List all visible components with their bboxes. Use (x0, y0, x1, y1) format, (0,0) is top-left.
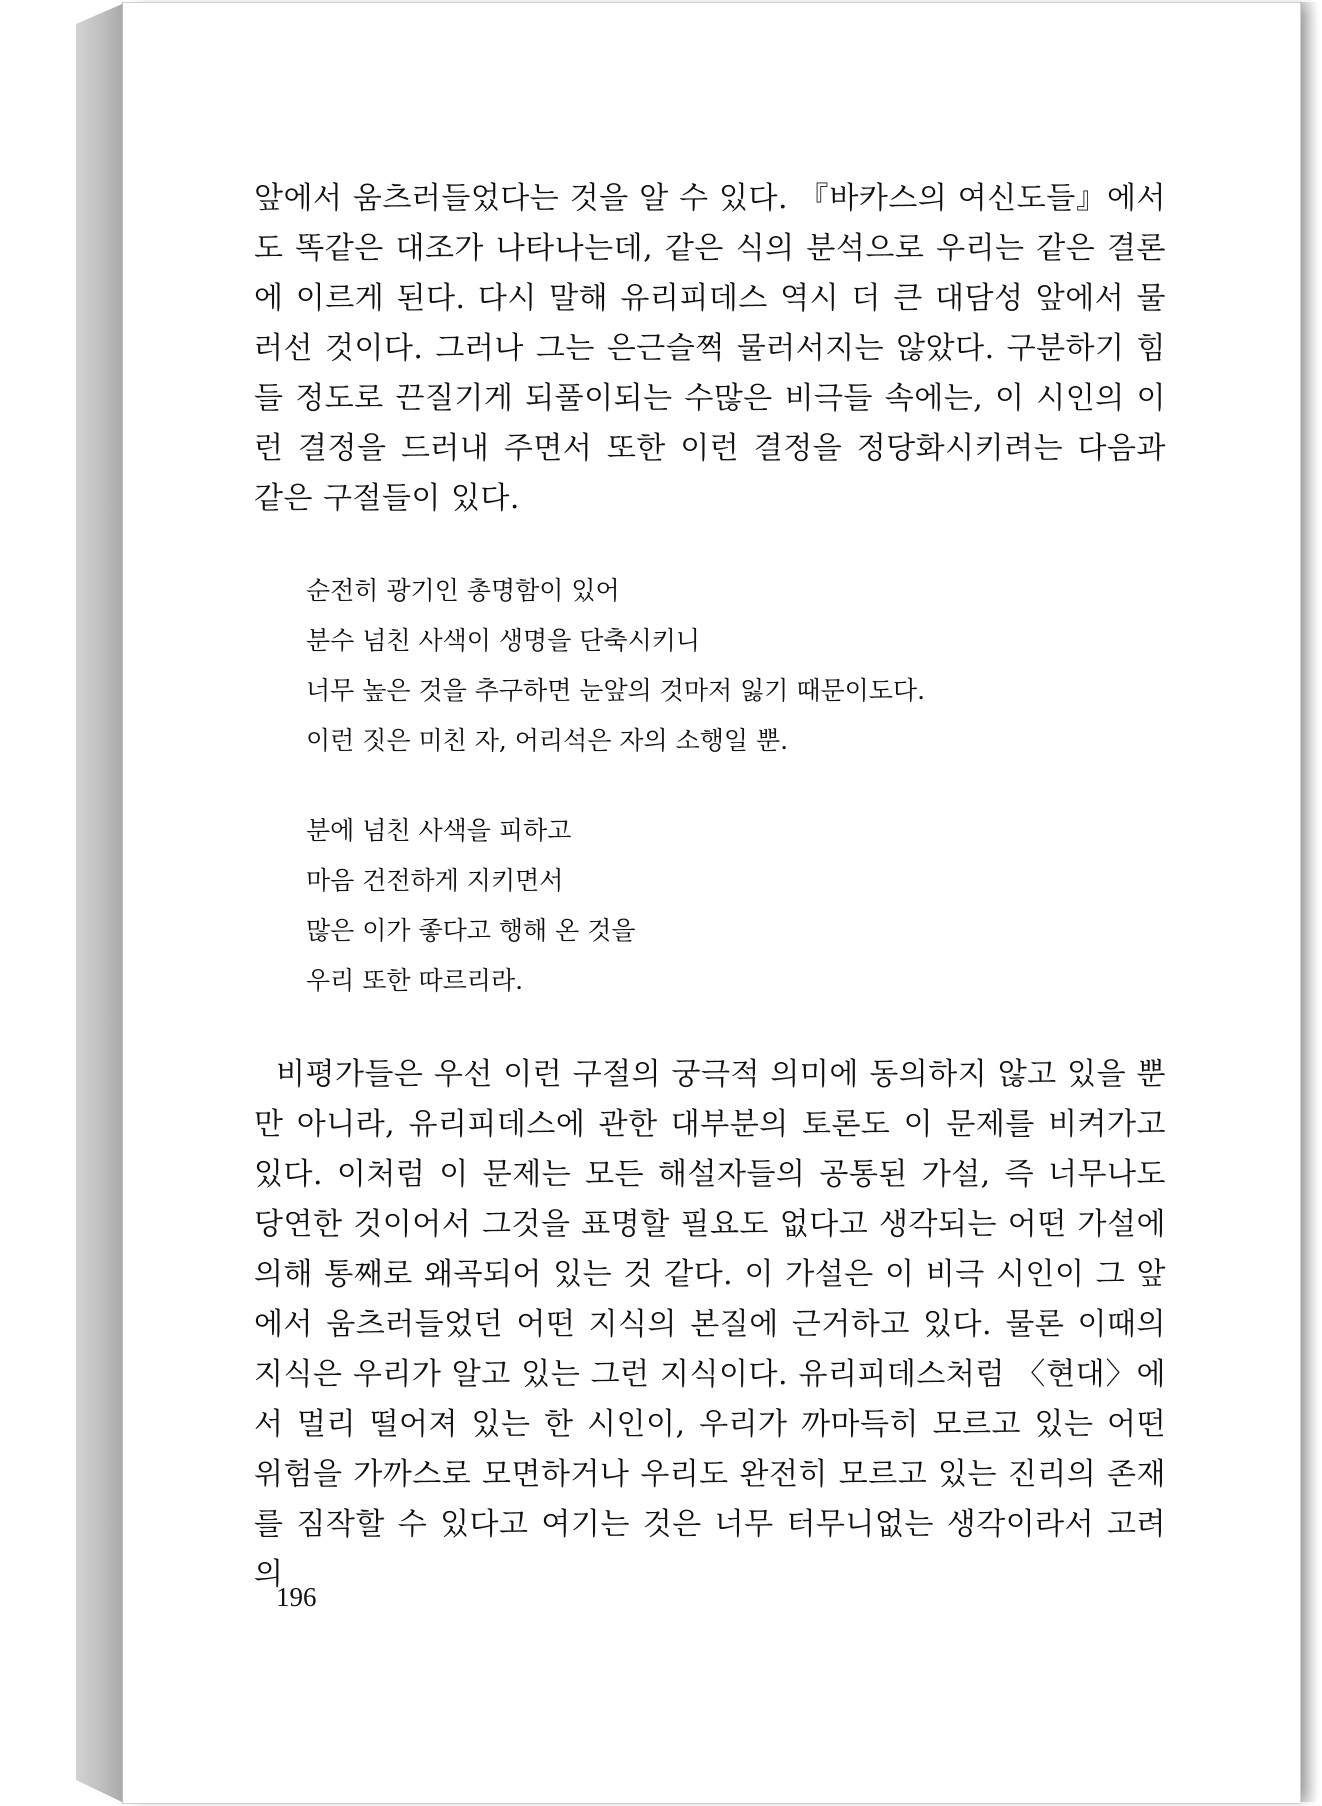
page-number: 196 (276, 1582, 317, 1612)
verse-line: 마음 건전하게 지키면서 (306, 866, 564, 895)
verse-line: 많은 이가 좋다고 행해 온 것을 (306, 916, 636, 945)
book-spine (76, 4, 122, 1802)
verse-stanza-1 (306, 566, 925, 766)
page-edge-shadow (1300, 2, 1318, 1802)
verse-line: 순전히 광기인 총명함이 있어 (306, 576, 620, 605)
verse-line: 우리 또한 따르리라. (306, 966, 524, 995)
paragraph-1: 앞에서 움츠러들었다는 것을 알 수 있다. 『바카스의 여신도들』에서도 똑같은 대조가 나타나는데, 같은 식의 분석으로 우리는 같은 결론에 이르게 된다. 다시 말해 유리피데스 역시 더 큰 대담성 앞에서 물러선 것이다. 그러나 그는 은근슬쩍 물러서지는 않았다. 구분하기 힘들 정도로 끈질기게 되풀이되는 수많은 비극들 속에는, 이 시인의 이런 결정을 드러내 주면서 또한 이런 결정을 정당화시키려는 다음과 같은 구절들이 있다. (254, 181, 1166, 516)
verse-line: 분에 넘친 사색을 피하고 (306, 816, 572, 845)
paragraph-2: 비평가들은 우선 이런 구절의 궁극적 의미에 동의하지 않고 있을 뿐만 아니라, 유리피데스에 관한 대부분의 토론도 이 문제를 비켜가고 있다. 이처럼 이 문제는 모든 해설자들의 공통된 가설, 즉 너무나도 당연한 것이어서 그것을 표명할 필요도 없다고 생각되는 어떤 가설에 의해 통째로 왜곡되어 있는 것 같다. 이 가설은 이 비극 시인이 그 앞에서 움츠러들었던 어떤 지식의 본질에 근거하고 있다. 물론 이때의 지식은 우리가 알고 있는 그런 지식이다. 유리피데스처럼 〈현대〉에서 멀리 떨어져 있는 한 시인이, 우리가 까마득히 모르고 있는 어떤 위험을 가까스로 모면하거나 우리도 완전히 모르고 있는 진리의 존재를 짐작할 수 있다고 여기는 것은 너무 터무니없는 생각이라서 고려의 (254, 1057, 1166, 1592)
verse-line: 이런 짓은 미친 자, 어리석은 자의 소행일 뿐. (306, 726, 789, 755)
verse-line: 너무 높은 것을 추구하면 눈앞의 것마저 잃기 때문이도다. (306, 676, 926, 705)
verse-stanza-2 (306, 806, 636, 1006)
verse-line: 분수 넘친 사색이 생명을 단축시키니 (306, 626, 701, 655)
